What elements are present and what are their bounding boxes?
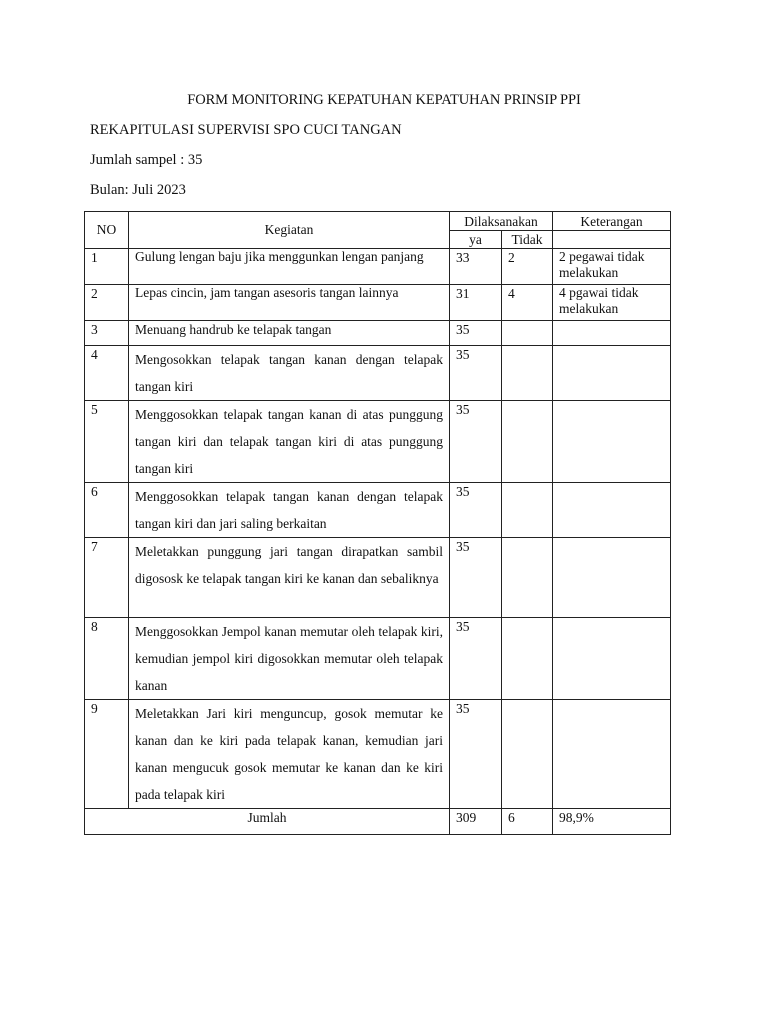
row-kegiatan: Meletakkan Jari kiri menguncup, gosok memutar ke kanan dan ke kiri pada telapak kanan, kemudian jari kanan mengucuk gosok memutar ke kanan dan ke kiri pada telapak kiri (129, 700, 450, 809)
row-number: 4 (85, 346, 129, 401)
total-row (85, 809, 671, 835)
sample-count: Jumlah sampel : 35 (90, 152, 203, 168)
header-tidak: Tidak (502, 231, 553, 249)
table-row (85, 321, 671, 346)
total-percentage: 98,9% (553, 809, 671, 835)
row-kegiatan: Menggosokkan telapak tangan kanan di atas punggung tangan kiri dan telapak tangan kiri di atas punggung tangan kiri (129, 401, 450, 483)
form-subtitle: REKAPITULASI SUPERVISI SPO CUCI TANGAN (90, 122, 402, 138)
month-label: Bulan: Juli 2023 (90, 182, 186, 198)
row-keterangan: 2 pegawai tidak melakukan (553, 249, 671, 285)
row-kegiatan: Mengosokkan telapak tangan kanan dengan telapak tangan kiri (129, 346, 450, 401)
row-keterangan (553, 346, 671, 401)
table-row (85, 483, 671, 538)
row-number: 8 (85, 618, 129, 700)
row-kegiatan: Menggosokkan telapak tangan kanan dengan telapak tangan kiri dan jari saling berkaitan (129, 483, 450, 538)
table-row (85, 618, 671, 700)
row-ya: 35 (450, 700, 502, 809)
row-number: 9 (85, 700, 129, 809)
row-tidak (502, 618, 553, 700)
form-title: FORM MONITORING KEPATUHAN KEPATUHAN PRINSIP PPI (187, 92, 581, 108)
row-keterangan (553, 401, 671, 483)
row-ya: 33 (450, 249, 502, 285)
row-tidak (502, 700, 553, 809)
row-number: 2 (85, 285, 129, 321)
header-ya: ya (450, 231, 502, 249)
row-ya: 35 (450, 321, 502, 346)
table-row (85, 346, 671, 401)
total-tidak: 6 (502, 809, 553, 835)
row-tidak (502, 483, 553, 538)
header-kegiatan: Kegiatan (129, 212, 450, 249)
table-row (85, 285, 671, 321)
row-kegiatan: Menggosokkan Jempol kanan memutar oleh telapak kiri, kemudian jempol kiri digosokkan memutar oleh telapak kanan (129, 618, 450, 700)
row-number: 1 (85, 249, 129, 285)
table-row (85, 700, 671, 809)
table-row (85, 538, 671, 618)
row-ya: 35 (450, 483, 502, 538)
row-kegiatan: Gulung lengan baju jika menggunkan lengan panjang (129, 249, 450, 285)
total-label: Jumlah (85, 809, 450, 835)
row-tidak (502, 321, 553, 346)
row-number: 5 (85, 401, 129, 483)
table-row (85, 249, 671, 285)
header-keterangan-sub (553, 231, 671, 249)
row-keterangan (553, 538, 671, 618)
header-keterangan: Keterangan (553, 212, 671, 231)
row-kegiatan: Meletakkan punggung jari tangan dirapatkan sambil digososk ke telapak tangan kiri ke kanan dan sebaliknya (129, 538, 450, 618)
row-ya: 35 (450, 538, 502, 618)
row-ya: 35 (450, 346, 502, 401)
row-keterangan (553, 618, 671, 700)
row-number: 3 (85, 321, 129, 346)
row-tidak (502, 538, 553, 618)
row-tidak (502, 401, 553, 483)
row-number: 7 (85, 538, 129, 618)
row-tidak: 2 (502, 249, 553, 285)
row-keterangan (553, 321, 671, 346)
row-tidak (502, 346, 553, 401)
total-ya: 309 (450, 809, 502, 835)
row-keterangan: 4 pgawai tidak melakukan (553, 285, 671, 321)
row-tidak: 4 (502, 285, 553, 321)
header-no: NO (85, 212, 129, 249)
row-ya: 31 (450, 285, 502, 321)
row-number: 6 (85, 483, 129, 538)
header-dilaksanakan: Dilaksanakan (450, 212, 553, 231)
row-keterangan (553, 700, 671, 809)
row-ya: 35 (450, 618, 502, 700)
row-kegiatan: Lepas cincin, jam tangan asesoris tangan lainnya (129, 285, 450, 321)
row-ya: 35 (450, 401, 502, 483)
row-kegiatan: Menuang handrub ke telapak tangan (129, 321, 450, 346)
row-keterangan (553, 483, 671, 538)
monitoring-table (84, 211, 671, 835)
table-row (85, 401, 671, 483)
